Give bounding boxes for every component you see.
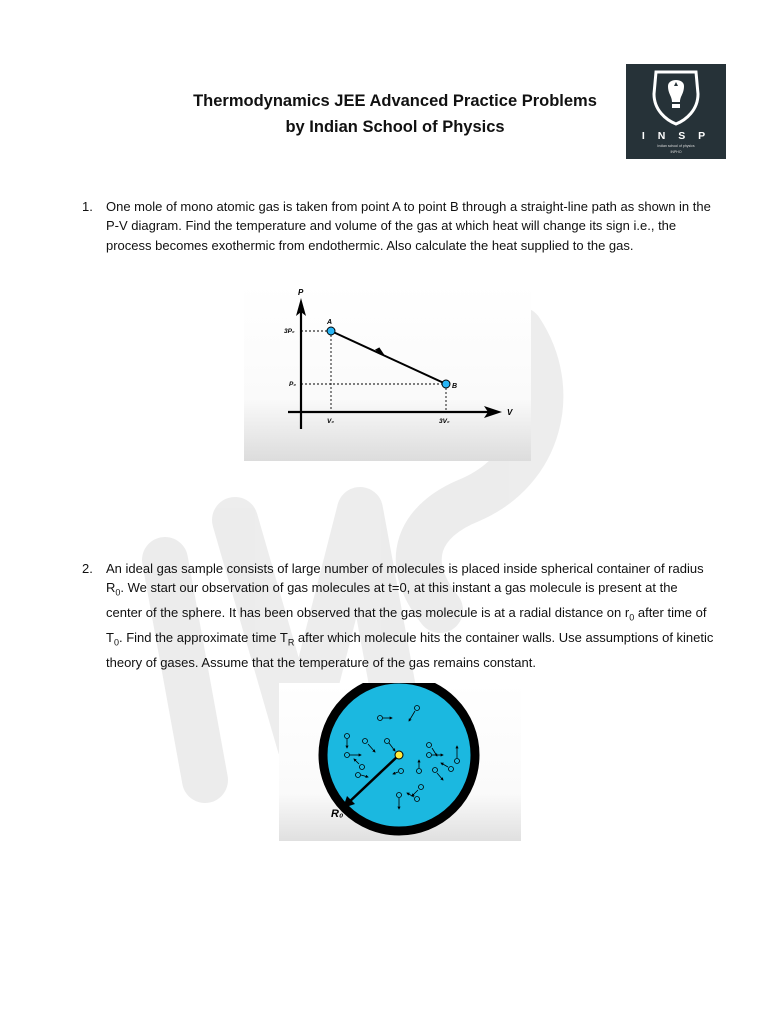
logo-name: I N S P [641,130,711,142]
v-low-label: V₀ [327,418,334,425]
shield-icon [626,64,726,130]
sphere-diagram [279,683,521,841]
point-a [327,327,335,335]
radius-label: R₀ [331,808,344,820]
question-2 [82,559,717,672]
question-number: 2. [82,561,93,576]
title-line-1: Thermodynamics JEE Advanced Practice Problems [193,92,597,110]
point-a-label: A [327,319,333,326]
point-b-label: B [452,383,458,390]
p-axis-label: P [298,288,304,297]
p-low-label: P₀ [289,381,296,388]
logo-tagline: Indian school of physics [657,144,695,148]
question-1 [82,197,717,255]
logo-sub: INPHO [670,150,682,154]
page-title [150,88,640,140]
question-text: One mole of mono atomic gas is taken from point A to point B through a straight-line path as shown in the P-V diagram. Find the temperature and volume of the gas at which heat will change its sign i.e., the process becomes exothermic from endothermic. Also calculate the heat supplied to the gas. [106,199,711,253]
insp-logo [626,64,726,159]
v-high-label: 3V₀ [439,418,450,425]
question-text: An ideal gas sample consists of large number of molecules is placed inside spherical container of radius $R_0$. We start our observation of gas molecules at t=0, at this instant a gas molecule is present at the center of the sphere. It has been observed that the gas molecule is at a radial distance on $r_0$ after time of $T_0$. Find the approximate time $T_R$ after which molecule hits the container walls. Use assumptions of kinetic theory of gases. Assume that the temperature of the gas remains constant. [106,561,714,670]
p-high-label: 3P₀ [284,328,295,335]
v-axis-label: V [507,408,513,417]
title-line-2: by Indian School of Physics [285,118,505,136]
center-molecule [395,751,403,759]
question-number: 1. [82,199,93,214]
pv-diagram [244,284,531,461]
point-b [442,380,450,388]
